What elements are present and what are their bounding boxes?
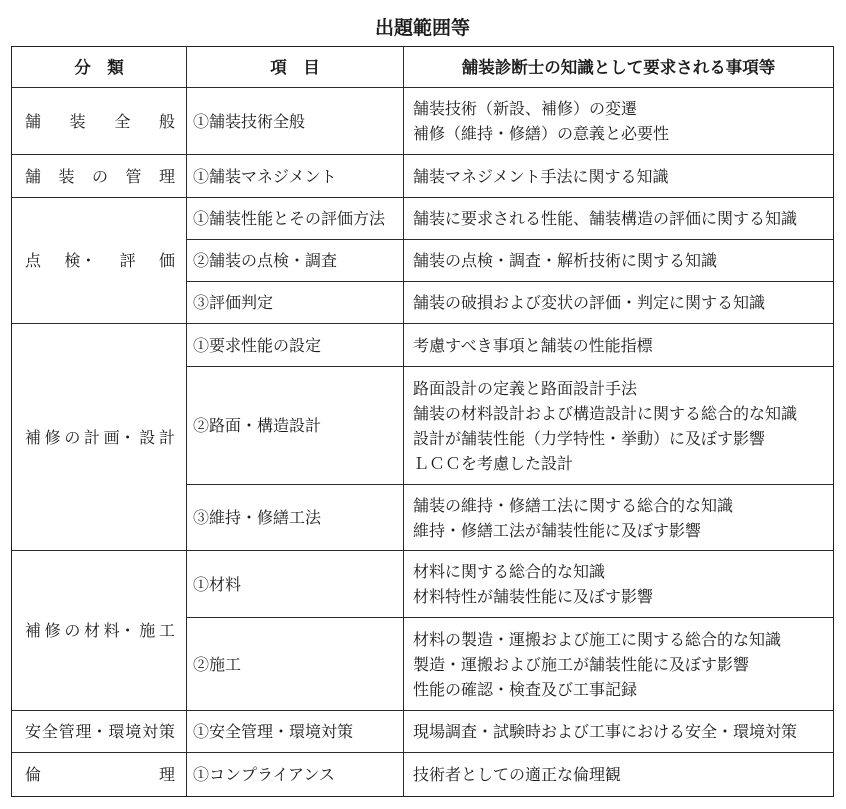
item-label: ①材料 xyxy=(193,574,242,594)
item-label: ③評価判定 xyxy=(193,293,274,312)
category-char: の xyxy=(91,166,108,186)
category-char: 理 xyxy=(158,765,175,784)
category-char: 全 xyxy=(114,111,131,131)
item-cell xyxy=(187,753,404,797)
detail-cell xyxy=(404,324,834,367)
item-cell xyxy=(187,711,404,753)
category-char: 検・ xyxy=(64,251,97,270)
category-label xyxy=(25,719,175,744)
item-cell xyxy=(187,240,404,282)
item-cell xyxy=(187,618,404,711)
header-cell-category xyxy=(11,46,187,88)
item-cell xyxy=(187,485,404,551)
category-char: の xyxy=(64,621,81,640)
category-cell xyxy=(11,753,187,797)
detail-line: 舗装の点検・調査・解析技術に関する知識 xyxy=(413,251,718,270)
category-char: 計 xyxy=(158,427,175,447)
item-label: ②施工 xyxy=(193,654,242,674)
detail-line: ＬＣＣを考慮した設計 xyxy=(413,453,574,473)
item-label: ①舗装マネジメント xyxy=(193,166,337,186)
category-char: 全 xyxy=(41,722,58,741)
detail-cell xyxy=(404,240,834,282)
category-char: 補 xyxy=(25,427,42,447)
item-label: ①舗装技術全般 xyxy=(193,111,306,131)
category-char: 安 xyxy=(25,722,42,741)
detail-cell xyxy=(404,198,834,240)
category-char: 計 xyxy=(83,427,100,447)
detail-line: 舗装の破損および変状の評価・判定に関する知識 xyxy=(413,293,766,312)
header-item: 項 目 xyxy=(270,57,320,77)
detail-line: 維持・修繕工法が舗装性能に及ぼす影響 xyxy=(413,520,702,540)
category-char: の xyxy=(64,427,81,447)
category-char: 修 xyxy=(44,621,61,640)
item-cell xyxy=(187,88,404,155)
category-char: 材 xyxy=(83,621,100,640)
category-label xyxy=(25,762,175,787)
item-cell xyxy=(187,155,404,198)
category-char: 点 xyxy=(25,251,42,270)
category-char: 環 xyxy=(108,722,125,741)
item-label: ①コンプライアンス xyxy=(193,765,335,784)
item-label: ①舗装性能とその評価方法 xyxy=(193,209,386,228)
category-char: 対 xyxy=(142,722,159,741)
category-char: 工 xyxy=(158,621,175,640)
category-char: 装 xyxy=(58,166,75,186)
detail-line: 考慮すべき事項と舗装の性能指標 xyxy=(413,335,653,355)
detail-line: 設計が舗装性能（力学特性・挙動）に及ぼす影響 xyxy=(413,428,766,448)
item-label: ③維持・修繕工法 xyxy=(193,508,322,527)
detail-line: 補修（維持・修繕）の意義と必要性 xyxy=(413,124,670,143)
category-label xyxy=(25,109,175,134)
detail-line: 材料特性が舗装性能に及ぼす影響 xyxy=(413,587,654,606)
item-label: ②路面・構造設計 xyxy=(193,416,322,435)
header-cell-item xyxy=(187,46,404,88)
item-label: ②舗装の点検・調査 xyxy=(193,251,338,270)
category-cell xyxy=(11,324,187,551)
detail-line: 技術者としての適正な倫理観 xyxy=(413,765,622,784)
category-char: 画・ xyxy=(103,427,136,447)
category-char: 理・ xyxy=(75,722,108,741)
header-knowledge: 舗装診断士の知識として要求される事項等 xyxy=(461,57,776,77)
detail-line: 舗装技術（新設、補修）の変遷 xyxy=(413,99,638,118)
detail-line: 舗装に要求される性能、舗装構造の評価に関する知識 xyxy=(413,209,798,228)
category-char: 管 xyxy=(58,722,75,741)
detail-line: 現場調査・試験時および工事における安全・環境対策 xyxy=(413,722,798,741)
category-cell xyxy=(11,198,187,324)
category-char: 設 xyxy=(139,427,156,447)
detail-cell xyxy=(404,367,834,485)
detail-cell xyxy=(404,618,834,711)
detail-cell xyxy=(404,711,834,753)
category-char: 舗 xyxy=(25,111,42,131)
category-char: 施 xyxy=(139,621,156,640)
item-cell xyxy=(187,282,404,324)
category-char: 管 xyxy=(125,166,142,186)
category-char: 補 xyxy=(25,621,42,640)
detail-line: 路面設計の定義と路面設計手法 xyxy=(413,378,638,398)
header-cell-knowledge xyxy=(404,46,834,88)
page-title: 出題範囲等 xyxy=(374,17,470,39)
category-cell xyxy=(11,155,187,198)
detail-line: 舗装の材料設計および構造設計に関する総合的な知識 xyxy=(413,403,798,423)
category-char: 評 xyxy=(119,251,136,270)
category-char: 料・ xyxy=(103,621,136,640)
category-char: 修 xyxy=(44,427,61,447)
category-label xyxy=(25,425,175,450)
detail-line: 舗装の維持・修繕工法に関する総合的な知識 xyxy=(413,495,734,515)
detail-cell xyxy=(404,485,834,551)
detail-cell xyxy=(404,551,834,618)
item-label: ①安全管理・環境対策 xyxy=(193,722,354,741)
category-cell xyxy=(11,551,187,711)
category-char: 般 xyxy=(158,111,175,131)
category-char: 策 xyxy=(158,722,175,741)
exam-scope-table xyxy=(11,46,834,797)
detail-cell xyxy=(404,88,834,155)
category-char: 舗 xyxy=(25,166,42,186)
category-char: 理 xyxy=(158,166,175,186)
item-cell xyxy=(187,551,404,618)
detail-cell xyxy=(404,753,834,797)
detail-line: 材料の製造・運搬および施工に関する総合的な知識 xyxy=(413,629,782,649)
header-category: 分 類 xyxy=(74,57,124,77)
detail-line: 製造・運搬および施工が舗装性能に及ぼす影響 xyxy=(413,654,750,674)
category-char: 倫 xyxy=(25,765,42,784)
detail-cell xyxy=(404,155,834,198)
item-label: ①要求性能の設定 xyxy=(193,335,322,355)
category-label xyxy=(25,164,175,189)
category-char: 境 xyxy=(125,722,142,741)
category-char: 価 xyxy=(158,251,175,270)
item-cell xyxy=(187,367,404,485)
category-cell xyxy=(11,88,187,155)
item-cell xyxy=(187,198,404,240)
detail-line: 材料に関する総合的な知識 xyxy=(413,562,606,581)
detail-line: 性能の確認・検査及び工事記録 xyxy=(413,679,638,699)
category-label xyxy=(25,248,175,273)
category-cell xyxy=(11,711,187,753)
category-char: 装 xyxy=(69,111,86,131)
detail-cell xyxy=(404,282,834,324)
detail-line: 舗装マネジメント手法に関する知識 xyxy=(413,166,669,186)
category-label xyxy=(25,618,175,643)
item-cell xyxy=(187,324,404,367)
